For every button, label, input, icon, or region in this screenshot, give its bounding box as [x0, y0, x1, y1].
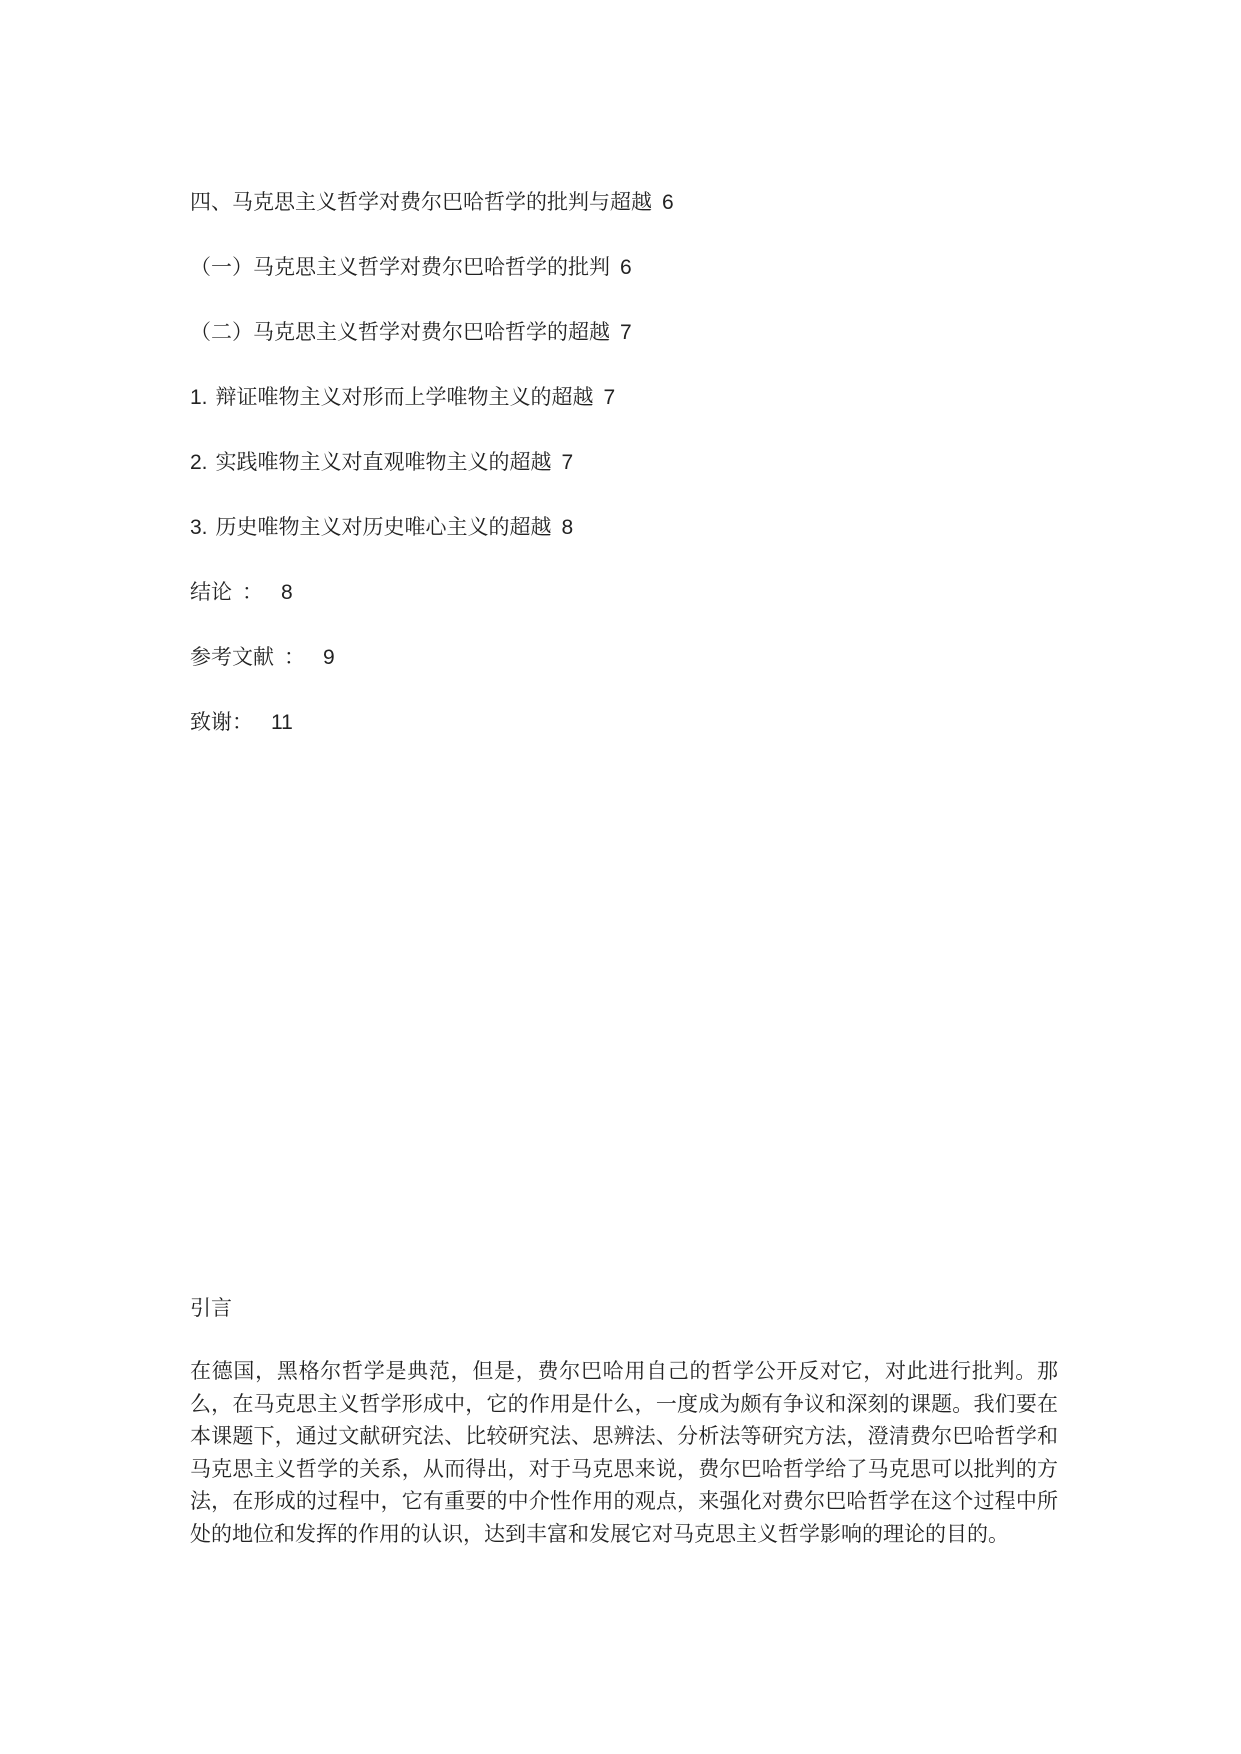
- toc-entry-title: （二）马克思主义哲学对费尔巴哈哲学的超越: [190, 320, 610, 344]
- toc-entry-page: 6: [662, 191, 674, 214]
- toc-entry-page: 7: [620, 321, 632, 344]
- toc-entry[interactable]: [190, 511, 1070, 576]
- toc-entry-separator: ：: [284, 646, 305, 669]
- toc-entry-title: 四、马克思主义哲学对费尔巴哈哲学的批判与超越: [190, 190, 652, 214]
- toc-entry-title: 参考文献: [190, 645, 274, 669]
- toc-entry-number: 3.: [190, 516, 208, 539]
- section-heading: 引言: [190, 1296, 232, 1320]
- toc-entry-title: 实践唯物主义对直观唯物主义的超越: [215, 450, 552, 474]
- toc-entry[interactable]: [190, 381, 1070, 446]
- toc-entry-title: （一）马克思主义哲学对费尔巴哈哲学的批判: [190, 255, 610, 279]
- toc-entry-separator: ：: [242, 581, 263, 604]
- table-of-contents: [190, 186, 1070, 771]
- toc-entry[interactable]: [190, 316, 1070, 381]
- toc-entry[interactable]: [190, 251, 1070, 316]
- toc-entry-title: 致谢：: [190, 710, 253, 734]
- section-paragraph: 在德国，黑格尔哲学是典范，但是，费尔巴哈用自己的哲学公开反对它，对此进行批判。那么，在马克思主义哲学形成中，它的作用是什么，一度成为颇有争议和深刻的课题。我们要在本课题下，通过文献研究法、比较研究法、思辨法、分析法等研究方法，澄清费尔巴哈哲学和马克思主义哲学的关系，从而得出，对于马克思来说，费尔巴哈哲学给了马克思可以批判的方法，在形成的过程中，它有重要的中介性作用的观点，来强化对费尔巴哈哲学在这个过程中所处的地位和发挥的作用的认识，达到丰富和发展它对马克思主义哲学影响的理论的目的。: [190, 1359, 1058, 1546]
- toc-entry[interactable]: [190, 641, 1070, 706]
- toc-entry-number: 1.: [190, 386, 208, 409]
- toc-entry[interactable]: [190, 576, 1070, 641]
- toc-entry-page: 6: [620, 256, 632, 279]
- toc-entry-page: 7: [561, 451, 574, 474]
- toc-entry[interactable]: [190, 186, 1070, 251]
- toc-entry[interactable]: [190, 706, 1070, 771]
- toc-entry-title: 历史唯物主义对历史唯心主义的超越: [215, 515, 552, 539]
- toc-entry-title: 结论: [190, 580, 232, 604]
- toc-entry-title: 辩证唯物主义对形而上学唯物主义的超越: [215, 385, 594, 409]
- toc-entry-number: 2.: [190, 451, 208, 474]
- toc-entry-page: 8: [281, 581, 293, 604]
- toc-entry-page: 11: [271, 711, 293, 734]
- toc-entry-page: 9: [323, 646, 335, 669]
- toc-entry[interactable]: [190, 446, 1070, 511]
- toc-entry-page: 8: [561, 516, 574, 539]
- toc-entry-page: 7: [603, 386, 616, 409]
